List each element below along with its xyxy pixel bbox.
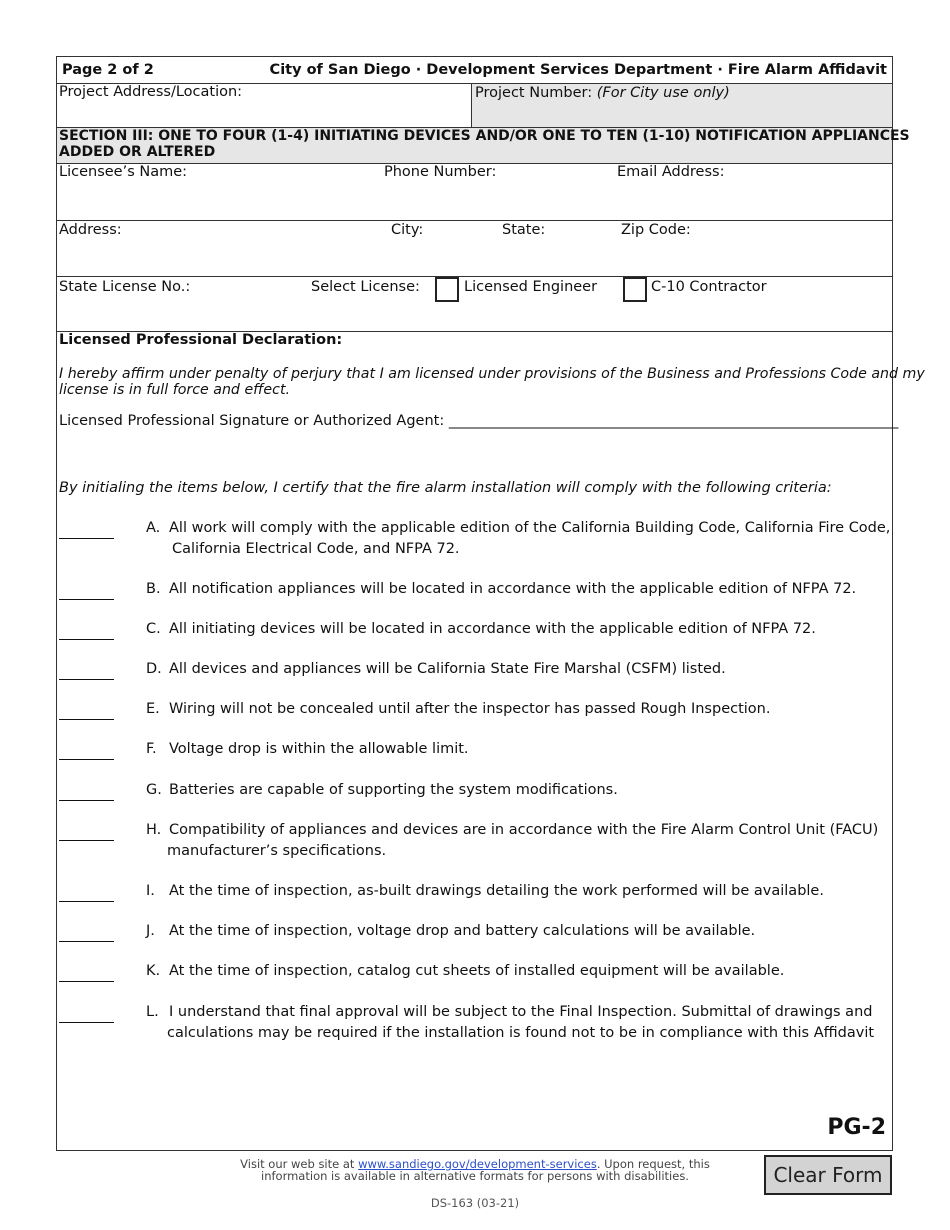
initials-line[interactable] — [59, 840, 114, 841]
select-license-label: Select License: — [311, 279, 420, 295]
city-label: City: — [391, 222, 424, 238]
section-heading — [59, 128, 910, 160]
item-letter: C. — [146, 621, 161, 637]
initials-line[interactable] — [59, 639, 114, 640]
project-number-label: Project Number: — [475, 85, 593, 101]
zip-code-label: Zip Code: — [621, 222, 691, 238]
item-letter: G. — [146, 782, 162, 798]
project-number-note: (For City use only) — [596, 85, 730, 101]
item-letter: F. — [146, 741, 157, 757]
item-text: Wiring will not be concealed until after the inspector has passed Rough Inspection. — [169, 701, 771, 717]
item-text: I understand that final approval will be subject to the Final Inspection. Submittal of drawings and — [169, 1004, 873, 1020]
declaration-heading: Licensed Professional Declaration: — [59, 332, 343, 348]
item-letter: I. — [146, 883, 155, 899]
criteria-intro: By initialing the items below, I certify that the fire alarm installation will comply with the following criteria: — [59, 480, 832, 496]
email-address-label: Email Address: — [617, 164, 725, 180]
clear-form-button[interactable]: Clear Form — [764, 1155, 892, 1195]
state-label: State: — [502, 222, 546, 238]
form-number: DS-163 (03-21) — [430, 1196, 520, 1210]
footer-suffix: . Upon request, this — [596, 1157, 710, 1171]
item-text-cont: manufacturer’s specifications. — [167, 843, 387, 859]
form-frame — [56, 56, 925, 1151]
initials-line[interactable] — [59, 759, 114, 760]
c10-contractor-checkbox[interactable] — [623, 277, 647, 302]
item-letter: K. — [146, 963, 161, 979]
item-text-cont: California Electrical Code, and NFPA 72. — [172, 541, 460, 557]
item-text: At the time of inspection, voltage drop and battery calculations will be available. — [169, 923, 756, 939]
item-letter: E. — [146, 701, 160, 717]
licensed-engineer-label: Licensed Engineer — [464, 279, 598, 295]
state-license-label: State License No.: — [59, 279, 191, 295]
footer-prefix: Visit our web site at — [240, 1157, 359, 1171]
item-text: All initiating devices will be located in accordance with the applicable edition of NFPA 72. — [169, 621, 816, 637]
initials-line[interactable] — [59, 599, 114, 600]
affirmation-line1: I hereby affirm under penalty of perjury that I am licensed under provisions of the Business and Professions Code and my — [59, 366, 925, 382]
initials-line[interactable] — [59, 679, 114, 680]
initials-line[interactable] — [59, 901, 114, 902]
item-text: All notification appliances will be located in accordance with the applicable edition of NFPA 72. — [169, 581, 857, 597]
item-letter: H. — [146, 822, 162, 838]
item-letter: L. — [146, 1004, 159, 1020]
item-text: All work will comply with the applicable edition of the California Building Code, California Fire Code, — [169, 520, 891, 536]
initials-line[interactable] — [59, 941, 114, 942]
website-link[interactable]: www.sandiego.gov/development-services — [358, 1157, 597, 1171]
project-number-field[interactable] — [471, 84, 892, 127]
initials-line[interactable] — [59, 719, 114, 720]
item-text-cont: calculations may be required if the installation is found not to be in compliance with this Affidavit — [167, 1025, 875, 1041]
declaration-affirmation — [59, 366, 925, 398]
initials-line[interactable] — [59, 1022, 114, 1023]
item-text: Compatibility of appliances and devices are in accordance with the Fire Alarm Control Unit (FACU) — [169, 822, 879, 838]
footer-notice — [240, 1158, 710, 1182]
initials-line[interactable] — [59, 981, 114, 982]
item-text: All devices and appliances will be California State Fire Marshal (CSFM) listed. — [169, 661, 726, 677]
signature-line[interactable]: Licensed Professional Signature or Authorized Agent: ______________________________________________________________ — [59, 413, 899, 429]
page-indicator: Page 2 of 2 — [62, 62, 154, 78]
item-letter: A. — [146, 520, 161, 536]
initials-line[interactable] — [59, 800, 114, 801]
footer-line2: information is available in alternative formats for persons with disabilities. — [261, 1169, 689, 1183]
item-text: Voltage drop is within the allowable limit. — [169, 741, 469, 757]
c10-contractor-label: C-10 Contractor — [651, 279, 767, 295]
initials-line[interactable] — [59, 538, 114, 539]
section-heading-line2: ADDED OR ALTERED — [59, 144, 216, 160]
item-letter: J. — [146, 923, 155, 939]
item-text: At the time of inspection, as-built drawings detailing the work performed will be available. — [169, 883, 824, 899]
licensee-name-label: Licensee’s Name: — [59, 164, 188, 180]
licensed-engineer-checkbox[interactable] — [435, 277, 459, 302]
divider — [57, 276, 892, 277]
project-address-label: Project Address/Location: — [59, 84, 243, 100]
divider — [57, 220, 892, 221]
section-heading-line1: SECTION III: ONE TO FOUR (1-4) INITIATING DEVICES AND/OR ONE TO TEN (1-10) NOTIFICATION APPLIANCES — [59, 128, 910, 144]
address-label: Address: — [59, 222, 122, 238]
phone-number-label: Phone Number: — [384, 164, 497, 180]
item-text: At the time of inspection, catalog cut sheets of installed equipment will be available. — [169, 963, 785, 979]
item-text: Batteries are capable of supporting the system modifications. — [169, 782, 618, 798]
page-code: PG-2 — [827, 1115, 886, 1140]
item-letter: B. — [146, 581, 161, 597]
page-title: City of San Diego · Development Services Department · Fire Alarm Affidavit — [269, 62, 887, 78]
affirmation-line2: license is in full force and effect. — [59, 382, 291, 398]
item-letter: D. — [146, 661, 162, 677]
